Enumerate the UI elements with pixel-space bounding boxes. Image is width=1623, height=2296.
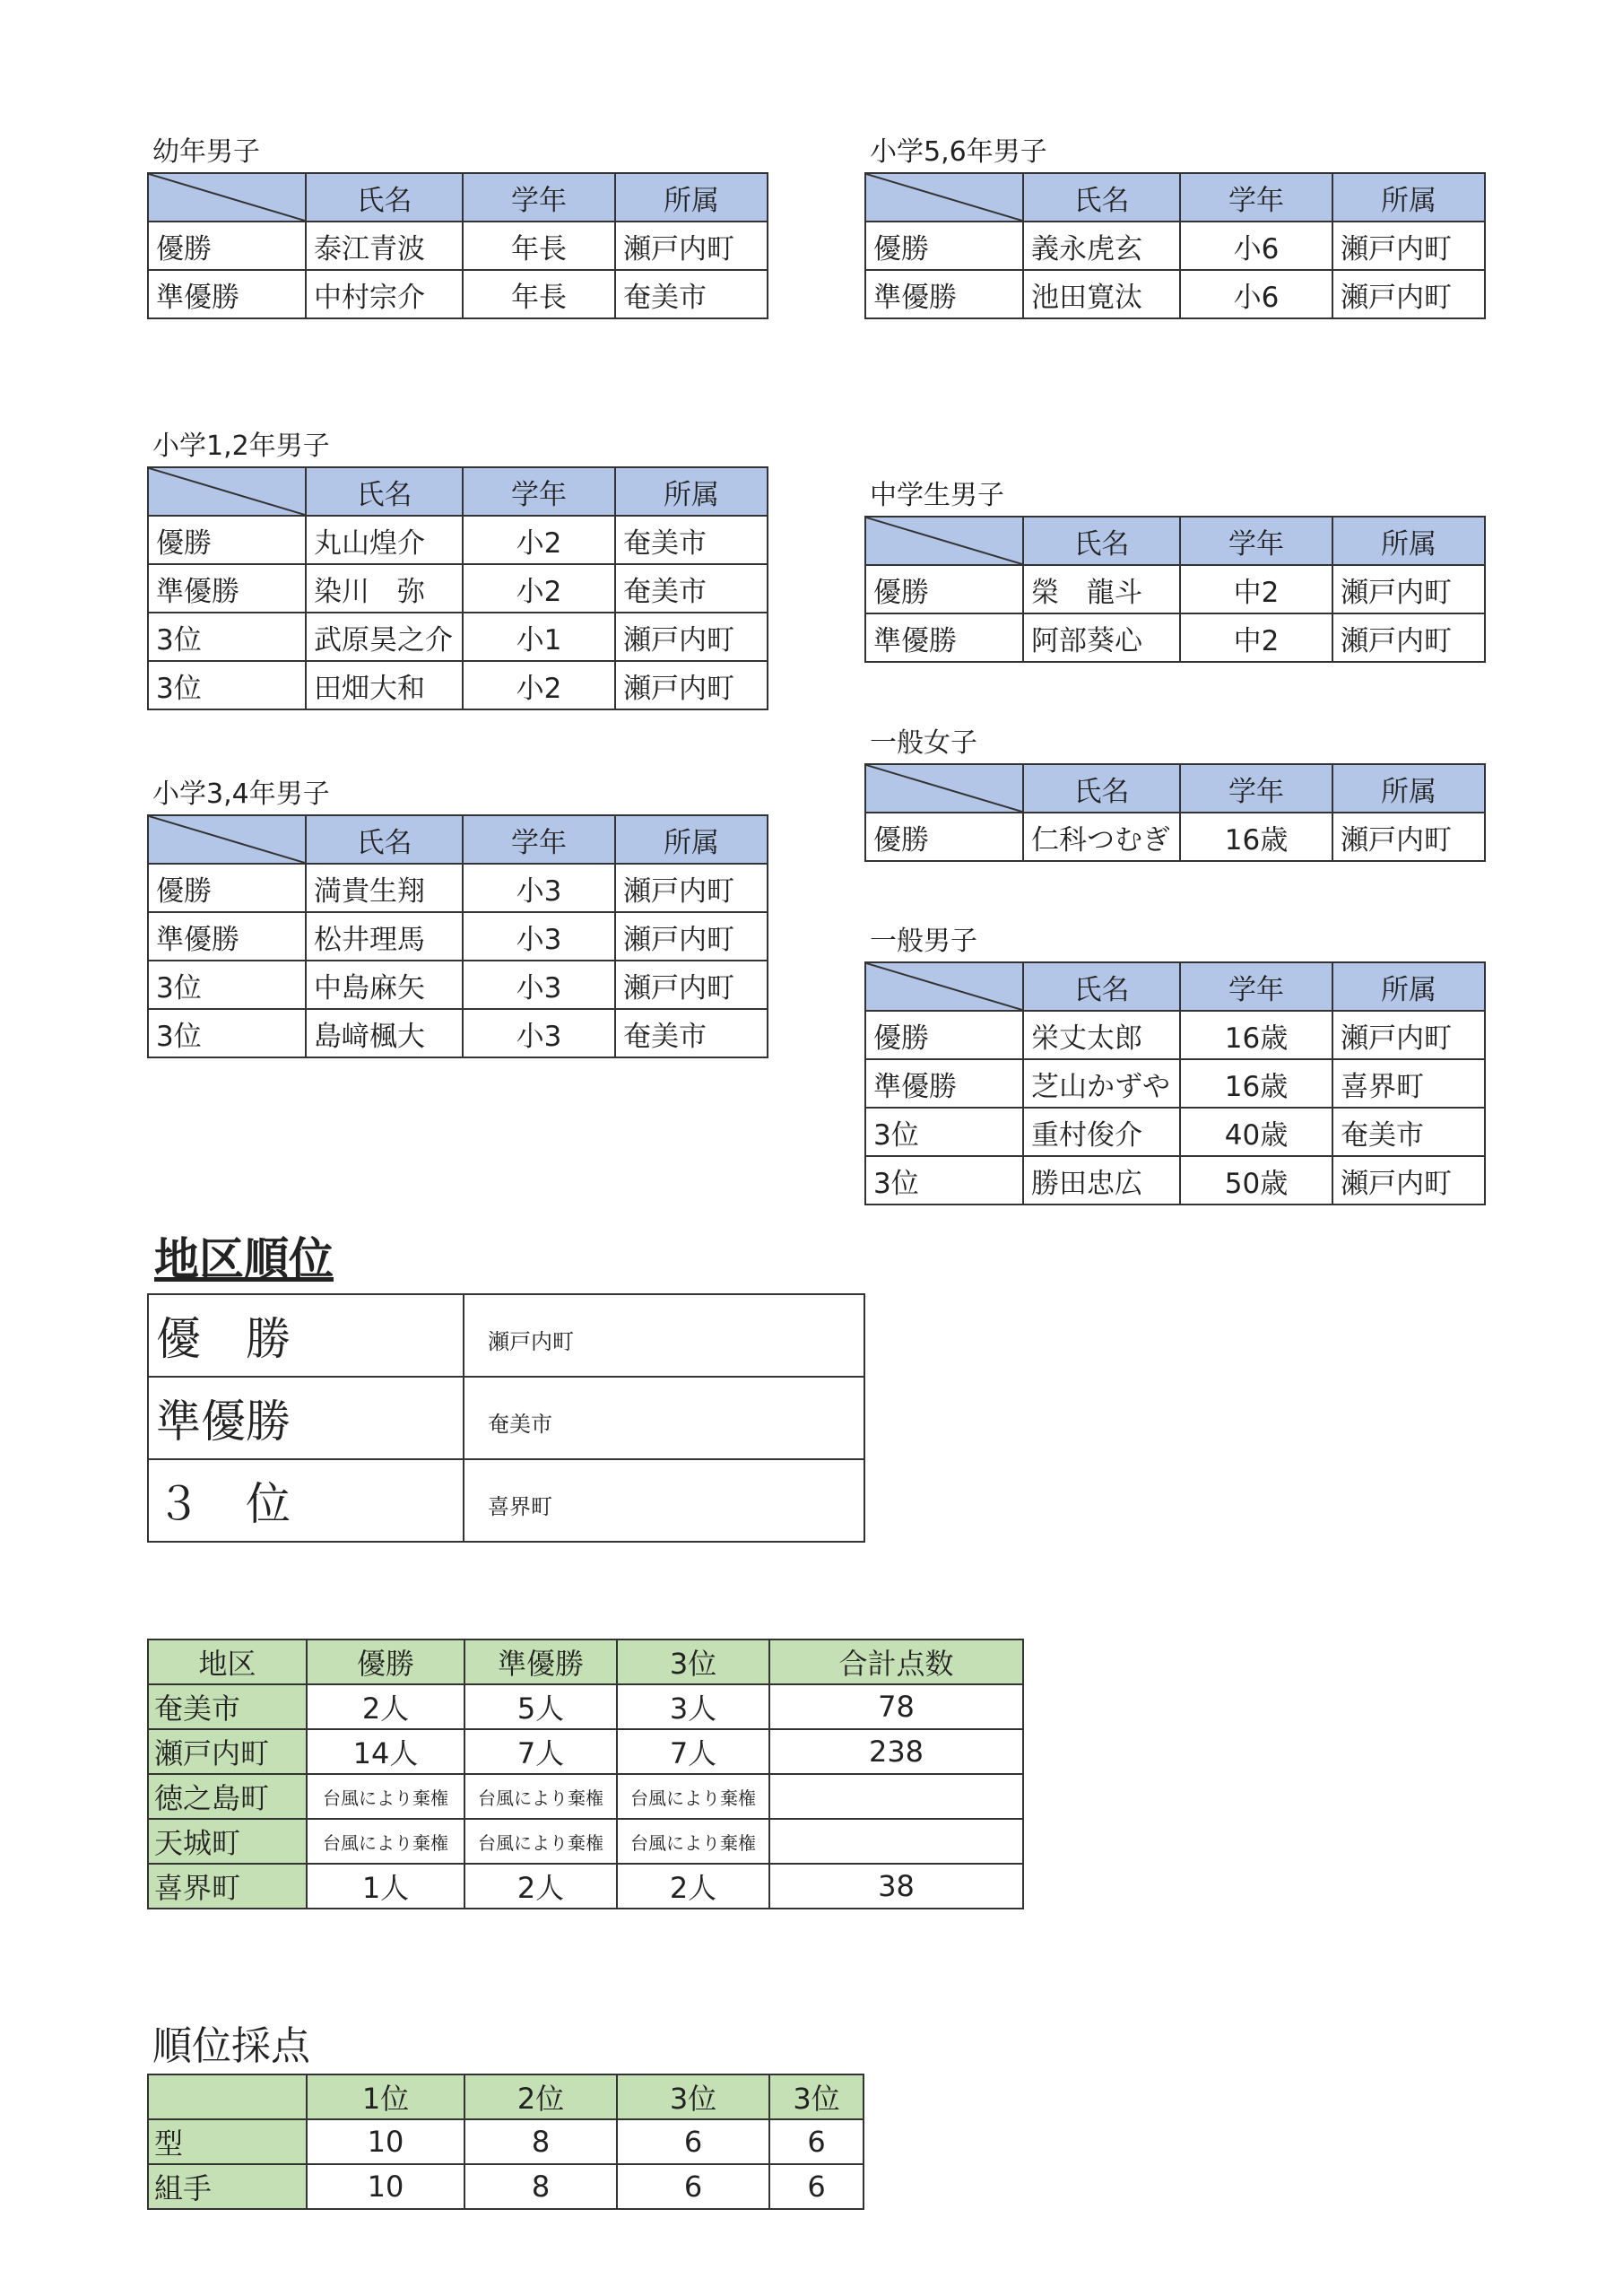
- district-value-cell: 78: [769, 1684, 1023, 1729]
- affiliation-cell: 瀬戸内町: [615, 912, 768, 961]
- scoring-title: 順位採点: [152, 2023, 310, 2069]
- result-row: [865, 813, 1485, 861]
- rank-value: 瀬戸内町: [464, 1294, 864, 1377]
- rank-value: 喜界町: [464, 1459, 864, 1542]
- division-table: [864, 516, 1486, 663]
- division-youth-boys: [147, 133, 768, 319]
- place-cell: 準優勝: [148, 912, 306, 961]
- place-cell: 準優勝: [865, 270, 1023, 318]
- affiliation-cell: 瀬戸内町: [1332, 613, 1485, 662]
- division-table: [864, 172, 1486, 319]
- rank-label: 準優勝: [148, 1377, 464, 1459]
- diagonal-header-cell: [865, 962, 1023, 1011]
- division-header-row: [865, 517, 1485, 565]
- rank-label: ３ 位: [148, 1459, 464, 1542]
- place-cell: 3位: [865, 1156, 1023, 1205]
- column-header: 所属: [615, 173, 768, 222]
- grade-cell: 16歳: [1180, 813, 1332, 861]
- name-cell: 武原昊之介: [306, 613, 463, 661]
- grade-cell: 16歳: [1180, 1059, 1332, 1108]
- result-row: [148, 270, 768, 318]
- division-general-women: [864, 724, 1486, 862]
- points-cell: 10: [307, 2164, 464, 2209]
- column-header: 学年: [1180, 173, 1332, 222]
- column-header: 3位: [617, 2074, 769, 2119]
- district-row: [148, 1684, 1023, 1729]
- affiliation-cell: 瀬戸内町: [615, 961, 768, 1009]
- scoring-row: [148, 2119, 864, 2164]
- result-row: [865, 1156, 1485, 1205]
- column-header: 準優勝: [464, 1639, 617, 1684]
- name-cell: 仁科つむぎ: [1023, 813, 1180, 861]
- grade-cell: 小3: [463, 961, 615, 1009]
- division-table: [147, 172, 768, 319]
- division-header-row: [148, 815, 768, 864]
- division-elem34-boys: [147, 775, 768, 1058]
- grade-cell: 40歳: [1180, 1108, 1332, 1156]
- affiliation-cell: 瀬戸内町: [615, 613, 768, 661]
- column-header: 氏名: [306, 173, 463, 222]
- column-header: 学年: [1180, 962, 1332, 1011]
- affiliation-cell: 喜界町: [1332, 1059, 1485, 1108]
- division-title: 中学生男子: [870, 480, 1004, 511]
- place-cell: 3位: [865, 1108, 1023, 1156]
- diagonal-header-cell: [148, 173, 306, 222]
- grade-cell: 小6: [1180, 270, 1332, 318]
- place-cell: 3位: [148, 661, 306, 709]
- result-row: [148, 1009, 768, 1057]
- division-title: 小学5,6年男子: [870, 136, 1047, 168]
- affiliation-cell: 奄美市: [615, 564, 768, 613]
- name-cell: 栄丈太郎: [1023, 1011, 1180, 1059]
- column-header: 優勝: [307, 1639, 464, 1684]
- result-row: [865, 1108, 1485, 1156]
- affiliation-cell: 奄美市: [1332, 1108, 1485, 1156]
- grade-cell: 年長: [463, 222, 615, 270]
- name-cell: 義永虎玄: [1023, 222, 1180, 270]
- division-title: 一般女子: [870, 727, 977, 759]
- column-header: 氏名: [1023, 962, 1180, 1011]
- column-header: 地区: [148, 1639, 307, 1684]
- grade-cell: 小2: [463, 564, 615, 613]
- grade-cell: 中2: [1180, 613, 1332, 662]
- name-cell: 泰江青波: [306, 222, 463, 270]
- place-cell: 優勝: [148, 222, 306, 270]
- division-general-men: [864, 922, 1486, 1205]
- result-row: [865, 565, 1485, 613]
- name-cell: 池田寛汰: [1023, 270, 1180, 318]
- column-header: 所属: [615, 815, 768, 864]
- district-value-cell: 7人: [464, 1729, 617, 1774]
- district-value-cell: 5人: [464, 1684, 617, 1729]
- result-row: [865, 1011, 1485, 1059]
- scoring-row: [148, 2164, 864, 2209]
- district-value-cell: 14人: [307, 1729, 464, 1774]
- district-rank-section: [147, 1231, 865, 1543]
- grade-cell: 小2: [463, 661, 615, 709]
- rank-value: 奄美市: [464, 1377, 864, 1459]
- division-middle-boys: [864, 476, 1486, 663]
- result-row: [865, 1059, 1485, 1108]
- name-cell: 中島麻矢: [306, 961, 463, 1009]
- place-cell: 優勝: [148, 864, 306, 912]
- name-cell: 阿部葵心: [1023, 613, 1180, 662]
- district-value-cell: 台風により棄権: [464, 1774, 617, 1819]
- district-value-cell: [769, 1819, 1023, 1864]
- division-title: 小学1,2年男子: [152, 430, 330, 462]
- name-cell: 勝田忠広: [1023, 1156, 1180, 1205]
- grade-cell: 小3: [463, 912, 615, 961]
- division-elem12-boys: [147, 427, 768, 710]
- division-title: 一般男子: [870, 926, 977, 957]
- division-header-row: [148, 467, 768, 516]
- column-header: 氏名: [1023, 517, 1180, 565]
- place-cell: 準優勝: [148, 564, 306, 613]
- scoring-header: [148, 2074, 864, 2119]
- division-table: [864, 961, 1486, 1205]
- diagonal-header-cell: [865, 764, 1023, 813]
- column-header: 氏名: [306, 467, 463, 516]
- district-name-cell: 徳之島町: [148, 1774, 307, 1819]
- grade-cell: 年長: [463, 270, 615, 318]
- column-header: 1位: [307, 2074, 464, 2119]
- district-value-cell: 台風により棄権: [617, 1774, 769, 1819]
- column-header: 合計点数: [769, 1639, 1023, 1684]
- column-header: 所属: [1332, 962, 1485, 1011]
- affiliation-cell: 瀬戸内町: [1332, 270, 1485, 318]
- result-row: [148, 516, 768, 564]
- district-name-cell: 瀬戸内町: [148, 1729, 307, 1774]
- place-cell: 3位: [148, 1009, 306, 1057]
- district-value-cell: 238: [769, 1729, 1023, 1774]
- district-value-cell: 7人: [617, 1729, 769, 1774]
- column-header: 学年: [1180, 764, 1332, 813]
- district-value-cell: [769, 1774, 1023, 1819]
- place-cell: 準優勝: [148, 270, 306, 318]
- place-cell: 3位: [148, 961, 306, 1009]
- column-header: 3位: [769, 2074, 864, 2119]
- points-cell: 6: [617, 2119, 769, 2164]
- district-totals-table: [147, 1639, 1024, 1909]
- district-rank-row: [148, 1459, 864, 1542]
- points-cell: 6: [617, 2164, 769, 2209]
- division-title: 小学3,4年男子: [152, 778, 330, 810]
- district-value-cell: 台風により棄権: [617, 1819, 769, 1864]
- result-row: [148, 961, 768, 1009]
- result-row: [865, 613, 1485, 662]
- points-cell: 6: [769, 2164, 864, 2209]
- column-header: [148, 2074, 307, 2119]
- district-totals-section: [147, 1639, 1024, 1909]
- result-row: [148, 661, 768, 709]
- name-cell: 重村俊介: [1023, 1108, 1180, 1156]
- name-cell: 丸山煌介: [306, 516, 463, 564]
- result-row: [148, 613, 768, 661]
- result-row: [148, 222, 768, 270]
- district-value-cell: 38: [769, 1864, 1023, 1909]
- points-cell: 8: [464, 2119, 617, 2164]
- district-rank-row: [148, 1294, 864, 1377]
- diagonal-header-cell: [865, 517, 1023, 565]
- column-header: 学年: [463, 467, 615, 516]
- column-header: 2位: [464, 2074, 617, 2119]
- affiliation-cell: 瀬戸内町: [1332, 813, 1485, 861]
- name-cell: 榮 龍斗: [1023, 565, 1180, 613]
- affiliation-cell: 瀬戸内町: [1332, 1011, 1485, 1059]
- place-cell: 優勝: [865, 222, 1023, 270]
- district-row: [148, 1864, 1023, 1909]
- district-value-cell: 2人: [307, 1684, 464, 1729]
- name-cell: 中村宗介: [306, 270, 463, 318]
- district-name-cell: 天城町: [148, 1819, 307, 1864]
- scoring-section: [147, 2020, 864, 2210]
- district-value-cell: 1人: [307, 1864, 464, 1909]
- division-table: [864, 763, 1486, 862]
- grade-cell: 50歳: [1180, 1156, 1332, 1205]
- diagonal-header-cell: [148, 815, 306, 864]
- result-row: [865, 222, 1485, 270]
- district-value-cell: 3人: [617, 1684, 769, 1729]
- column-header: 所属: [1332, 173, 1485, 222]
- division-header-row: [148, 173, 768, 222]
- column-header: 学年: [463, 815, 615, 864]
- district-value-cell: 2人: [617, 1864, 769, 1909]
- diagonal-header-cell: [148, 467, 306, 516]
- result-row: [148, 912, 768, 961]
- rank-label: 優 勝: [148, 1294, 464, 1377]
- affiliation-cell: 瀬戸内町: [1332, 565, 1485, 613]
- district-name-cell: 喜界町: [148, 1864, 307, 1909]
- name-cell: 染川 弥: [306, 564, 463, 613]
- place-cell: 3位: [148, 613, 306, 661]
- name-cell: 満貴生翔: [306, 864, 463, 912]
- district-row: [148, 1819, 1023, 1864]
- district-totals-header: [148, 1639, 1023, 1684]
- points-cell: 8: [464, 2164, 617, 2209]
- column-header: 学年: [463, 173, 615, 222]
- column-header: 氏名: [1023, 764, 1180, 813]
- event-name-cell: 型: [148, 2119, 307, 2164]
- column-header: 所属: [615, 467, 768, 516]
- place-cell: 準優勝: [865, 613, 1023, 662]
- grade-cell: 小2: [463, 516, 615, 564]
- district-rank-table: [147, 1293, 865, 1543]
- column-header: 所属: [1332, 517, 1485, 565]
- district-row: [148, 1774, 1023, 1819]
- district-value-cell: 台風により棄権: [307, 1819, 464, 1864]
- affiliation-cell: 瀬戸内町: [615, 222, 768, 270]
- result-row: [148, 564, 768, 613]
- result-row: [148, 864, 768, 912]
- scoring-table: [147, 2074, 864, 2210]
- affiliation-cell: 瀬戸内町: [1332, 1156, 1485, 1205]
- grade-cell: 16歳: [1180, 1011, 1332, 1059]
- division-header-row: [865, 962, 1485, 1011]
- affiliation-cell: 奄美市: [615, 270, 768, 318]
- division-title: 幼年男子: [152, 136, 260, 168]
- event-name-cell: 組手: [148, 2164, 307, 2209]
- column-header: 氏名: [1023, 173, 1180, 222]
- affiliation-cell: 奄美市: [615, 1009, 768, 1057]
- points-cell: 6: [769, 2119, 864, 2164]
- affiliation-cell: 瀬戸内町: [615, 864, 768, 912]
- district-name-cell: 奄美市: [148, 1684, 307, 1729]
- division-elem56-boys: [864, 133, 1486, 319]
- grade-cell: 小3: [463, 864, 615, 912]
- points-cell: 10: [307, 2119, 464, 2164]
- diagonal-header-cell: [865, 173, 1023, 222]
- place-cell: 優勝: [148, 516, 306, 564]
- district-rank-title: 地区順位: [154, 1233, 334, 1285]
- place-cell: 優勝: [865, 813, 1023, 861]
- grade-cell: 小3: [463, 1009, 615, 1057]
- affiliation-cell: 瀬戸内町: [615, 661, 768, 709]
- place-cell: 準優勝: [865, 1059, 1023, 1108]
- result-row: [865, 270, 1485, 318]
- district-rank-row: [148, 1377, 864, 1459]
- name-cell: 松井理馬: [306, 912, 463, 961]
- affiliation-cell: 瀬戸内町: [1332, 222, 1485, 270]
- grade-cell: 小6: [1180, 222, 1332, 270]
- place-cell: 優勝: [865, 1011, 1023, 1059]
- district-value-cell: 台風により棄権: [464, 1819, 617, 1864]
- district-value-cell: 2人: [464, 1864, 617, 1909]
- division-table: [147, 814, 768, 1058]
- name-cell: 島﨑楓大: [306, 1009, 463, 1057]
- district-row: [148, 1729, 1023, 1774]
- division-header-row: [865, 764, 1485, 813]
- column-header: 学年: [1180, 517, 1332, 565]
- grade-cell: 小1: [463, 613, 615, 661]
- name-cell: 芝山かずや: [1023, 1059, 1180, 1108]
- column-header: 所属: [1332, 764, 1485, 813]
- division-header-row: [865, 173, 1485, 222]
- district-value-cell: 台風により棄権: [307, 1774, 464, 1819]
- column-header: 3位: [617, 1639, 769, 1684]
- division-table: [147, 466, 768, 710]
- name-cell: 田畑大和: [306, 661, 463, 709]
- affiliation-cell: 奄美市: [615, 516, 768, 564]
- grade-cell: 中2: [1180, 565, 1332, 613]
- column-header: 氏名: [306, 815, 463, 864]
- place-cell: 優勝: [865, 565, 1023, 613]
